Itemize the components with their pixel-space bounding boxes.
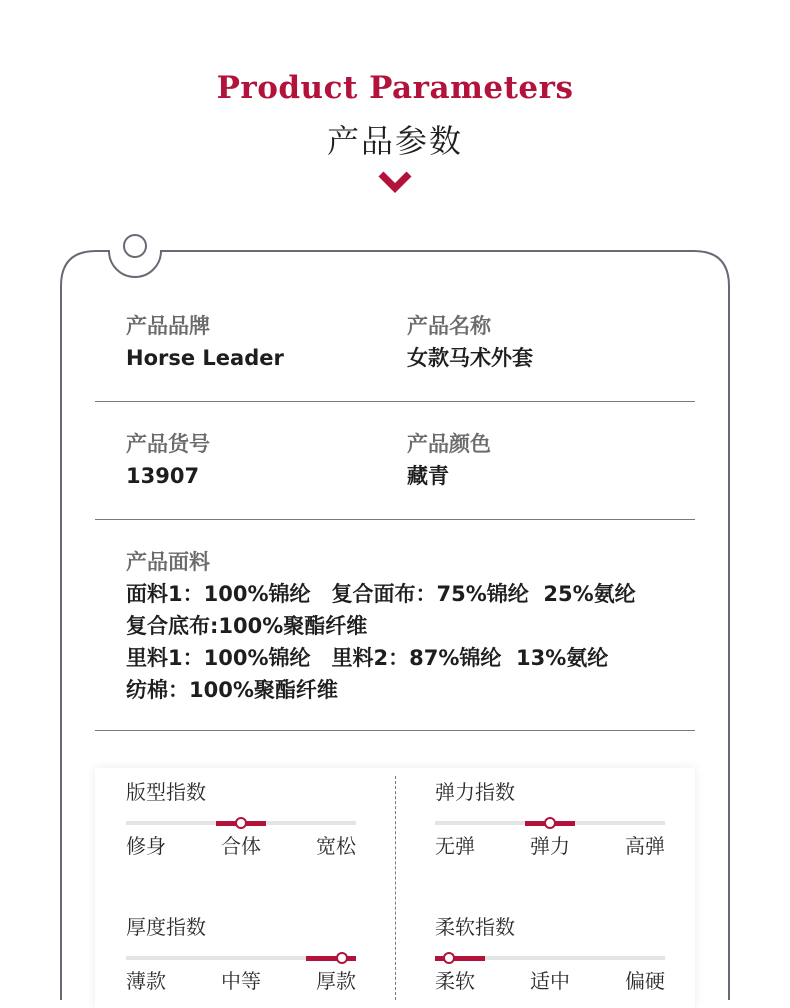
softness-index	[435, 914, 665, 994]
product-name-value: 女款马术外套	[407, 346, 533, 370]
chevron-down-icon	[378, 170, 412, 198]
column-divider	[395, 776, 396, 1000]
index-tick: 修身	[126, 834, 166, 858]
index-track	[435, 956, 665, 960]
index-tick: 高弹	[625, 834, 665, 858]
title-chinese: 产品参数	[326, 122, 463, 160]
index-knob	[443, 952, 455, 964]
fabric-line: 里料1：100%锦纶 里料2：87%锦纶 13%氨纶	[126, 646, 609, 670]
divider	[95, 401, 695, 402]
item-number-value: 13907	[126, 464, 200, 488]
color-field	[407, 430, 491, 490]
title-english: Product Parameters	[216, 70, 574, 106]
fit-index	[126, 779, 356, 859]
divider	[95, 730, 695, 731]
index-knob	[544, 817, 556, 829]
index-title: 弹力指数	[435, 780, 515, 804]
item-number-field	[126, 430, 210, 490]
fabric-field	[126, 548, 636, 706]
elasticity-index	[435, 779, 665, 859]
index-knob	[235, 817, 247, 829]
index-tick: 柔软	[435, 969, 475, 993]
item-number-label: 产品货号	[126, 432, 210, 456]
index-tick: 适中	[530, 969, 570, 993]
brand-value: Horse Leader	[126, 346, 284, 370]
brand-label: 产品品牌	[126, 314, 210, 338]
index-track	[126, 956, 356, 960]
index-track	[126, 821, 356, 825]
index-tick: 薄款	[126, 969, 166, 993]
index-track	[435, 821, 665, 825]
fabric-line: 纺棉：100%聚酯纤维	[126, 678, 338, 702]
index-tick: 宽松	[316, 834, 356, 858]
fabric-line: 复合底布:100%聚酯纤维	[126, 614, 368, 638]
index-title: 厚度指数	[126, 915, 206, 939]
hang-hole-icon	[124, 235, 146, 257]
color-value: 藏青	[407, 464, 449, 488]
index-fill	[306, 956, 356, 961]
thickness-index	[126, 914, 356, 994]
index-tick: 中等	[221, 969, 261, 993]
index-tick: 弹力	[530, 834, 570, 858]
index-tick: 偏硬	[625, 969, 665, 993]
divider	[95, 519, 695, 520]
index-title: 版型指数	[126, 780, 206, 804]
brand-field	[126, 312, 284, 372]
index-tick: 厚款	[316, 969, 356, 993]
index-title: 柔软指数	[435, 915, 515, 939]
product-name-field	[407, 312, 533, 372]
index-knob	[336, 952, 348, 964]
index-tick: 无弹	[435, 834, 475, 858]
color-label: 产品颜色	[407, 432, 491, 456]
product-name-label: 产品名称	[407, 314, 491, 338]
fabric-label: 产品面料	[126, 550, 210, 574]
index-tick: 合体	[221, 834, 261, 858]
fabric-line: 面料1：100%锦纶 复合面布：75%锦纶 25%氨纶	[126, 582, 636, 606]
